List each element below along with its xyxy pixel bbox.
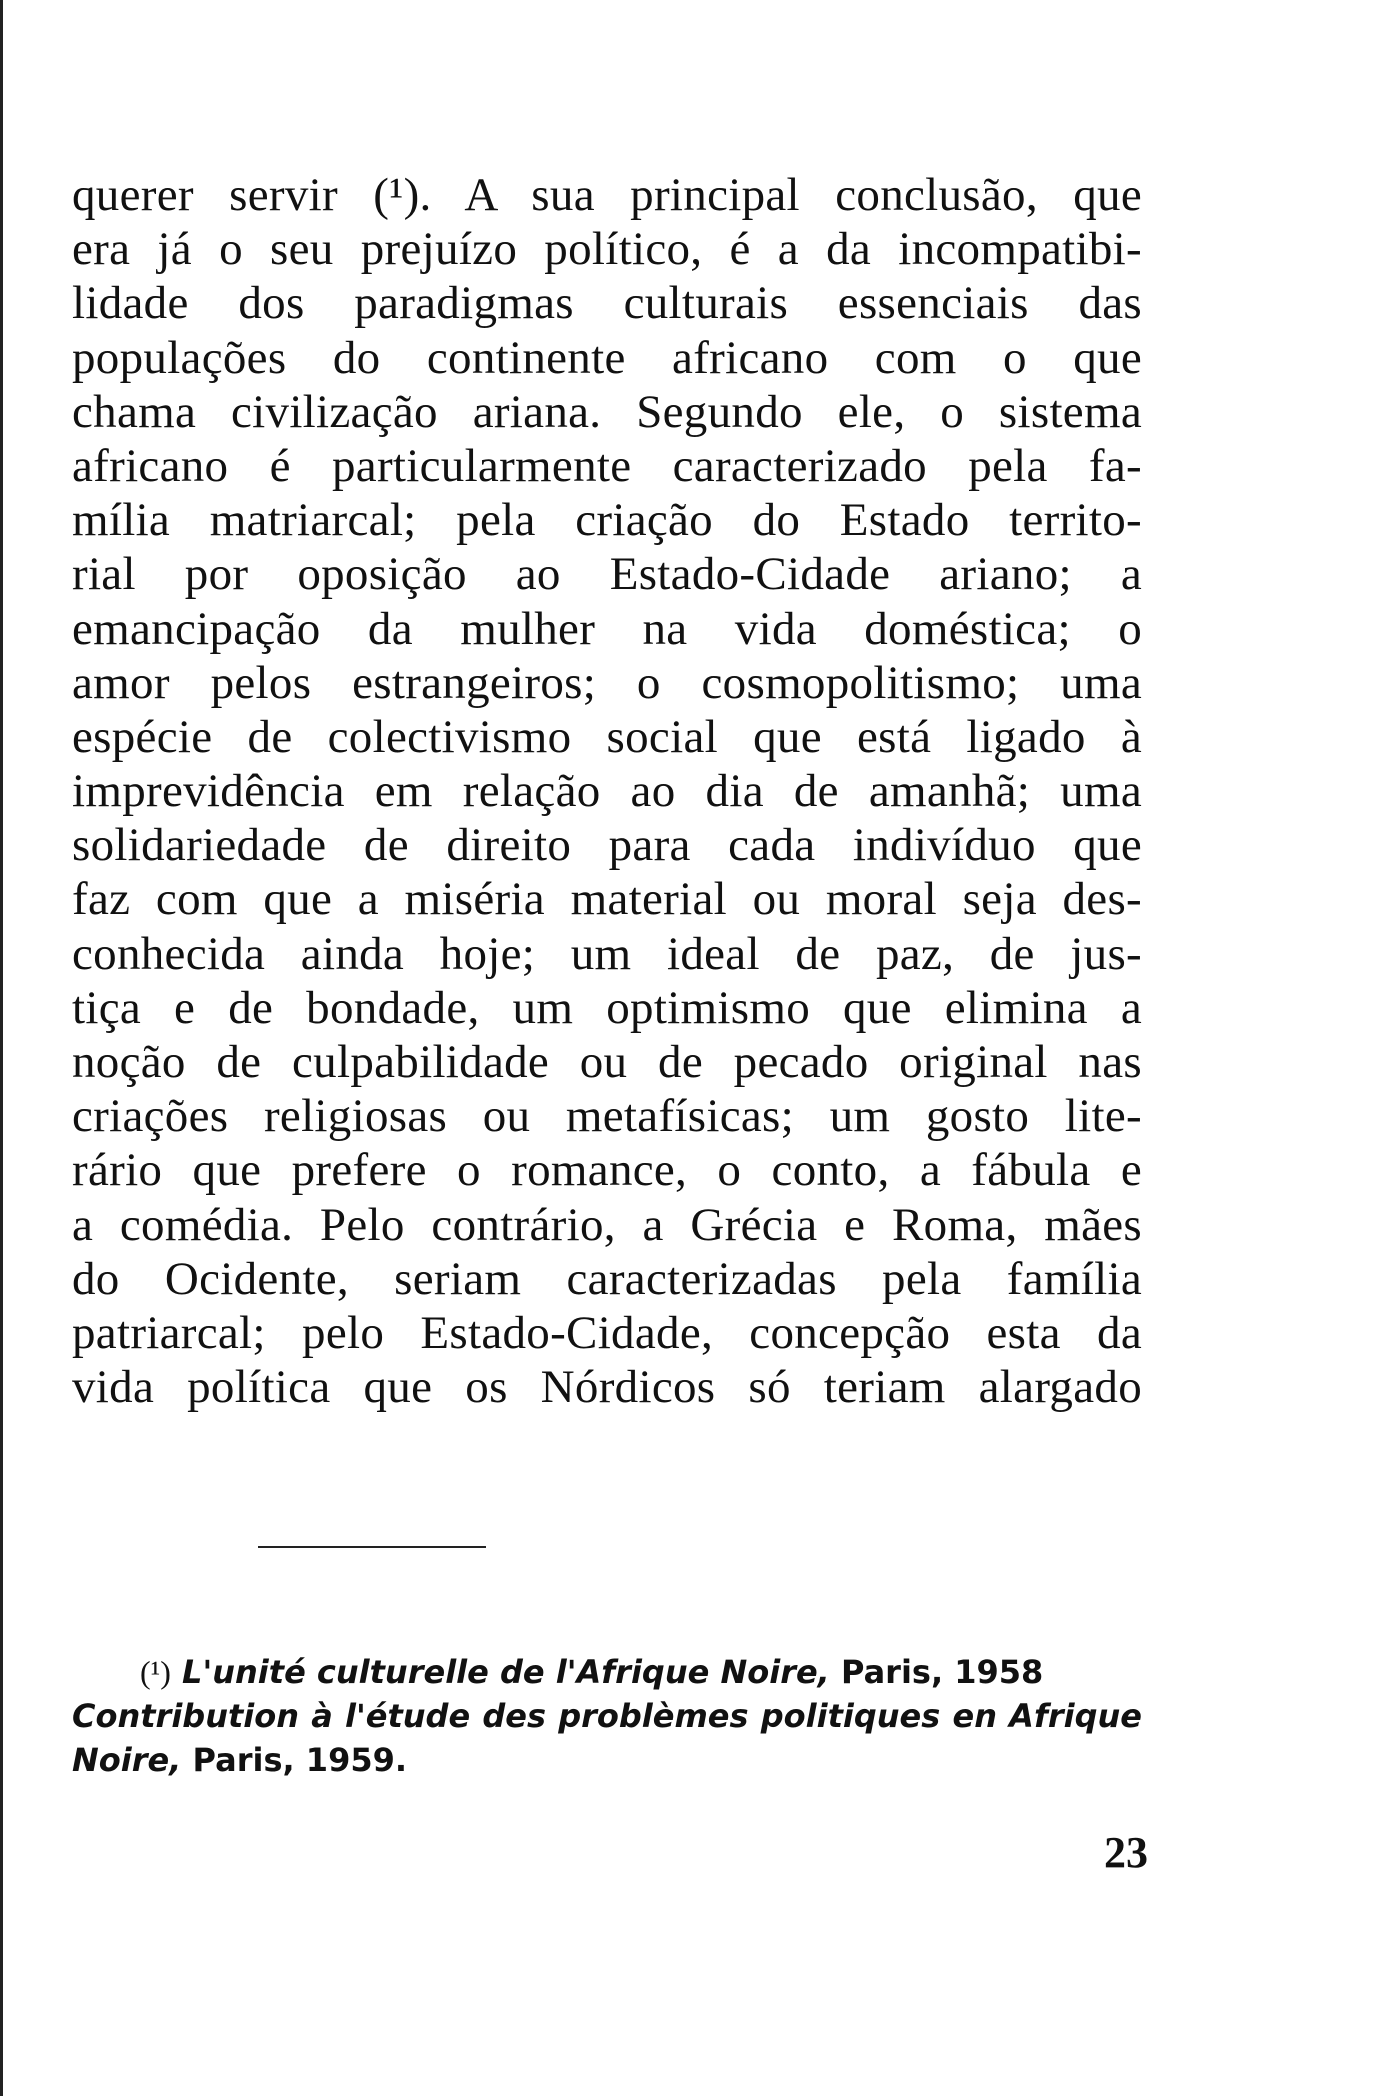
body-line: tiça e de bondade, um optimismo que elimina a [72,981,1142,1034]
footnote-divider [258,1546,486,1548]
body-line: rial por oposição ao Estado-Cidade ariano; a [72,548,1142,601]
footnote-marker: (¹) [140,1654,171,1690]
body-line: noção de culpabilidade ou de pecado original nas [72,1036,1142,1088]
footnote-title: L'unité culturelle de l'Afrique Noire, [182,1653,830,1691]
footnote-place: Paris, 1959. [192,1741,408,1779]
body-line: lidade dos paradigmas culturais essenciais das [72,277,1142,330]
body-line: populações do continente africano com o que [72,331,1142,384]
footnote-line: Contribution à l'étude des problèmes politiques en Afrique [72,1697,1142,1735]
body-line: amor pelos estrangeiros; o cosmopolitismo; uma [72,656,1142,709]
footnote-place: Paris, 1958 [840,1653,1044,1691]
body-line: imprevidência em relação ao dia de amanhã; uma [72,765,1142,818]
body-line: chama civilização ariana. Segundo ele, o sistema [72,385,1142,438]
body-line: querer servir (¹). A sua principal conclusão, que [72,169,1142,221]
body-line: mília matriarcal; pela criação do Estado territo- [72,494,1142,547]
footnote-title: Noire, [72,1741,182,1779]
footnote-line [72,1738,1142,1782]
body-line: africano é particularmente caracterizado pela fa- [72,439,1142,492]
footnote [72,1650,1142,1782]
page-number: 23 [1104,1828,1148,1877]
body-line: espécie de colectivismo social que está ligado à [72,710,1142,763]
body-line: a comédia. Pelo contrário, a Grécia e Roma, mães [72,1198,1142,1251]
body-text [72,168,1142,1414]
body-line: criações religiosas ou metafísicas; um gosto lite- [72,1090,1142,1143]
body-line: era já o seu prejuízo político, é a da incompatibi- [72,223,1142,276]
body-line: conhecida ainda hoje; um ideal de paz, de jus- [72,927,1142,980]
body-line: emancipação da mulher na vida doméstica; o [72,602,1142,655]
body-line: solidariedade de direito para cada indivíduo que [72,819,1142,872]
body-line: do Ocidente, seriam caracterizadas pela família [72,1252,1142,1305]
body-line: vida política que os Nórdicos só teriam alargado [72,1361,1142,1414]
footnote-line [72,1650,1142,1694]
page-edge [0,0,3,2096]
body-line: patriarcal; pelo Estado-Cidade, concepção esta da [72,1306,1142,1359]
body-line: rário que prefere o romance, o conto, a fábula e [72,1144,1142,1197]
body-line: faz com que a miséria material ou moral seja des- [72,873,1142,926]
